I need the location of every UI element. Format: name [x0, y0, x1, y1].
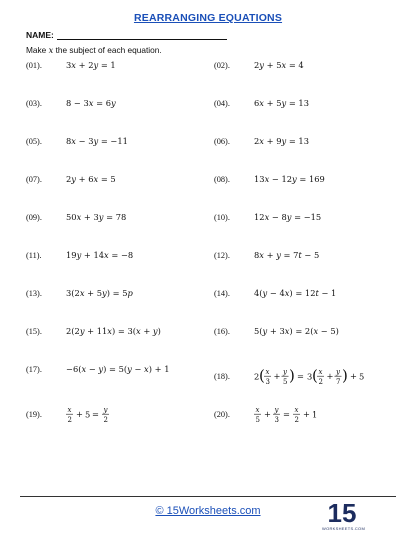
problem-number: (18).	[214, 371, 230, 381]
problem-09	[26, 212, 126, 222]
problem-row	[26, 136, 396, 174]
problem-07	[26, 174, 116, 184]
eq18-plus: +	[273, 371, 281, 381]
footer-link[interactable]: © 15Worksheets.com	[155, 505, 261, 517]
problem-16	[214, 326, 339, 336]
eq18-den-3: 3	[265, 378, 270, 386]
problem-number: (05).	[26, 136, 42, 146]
problem-number: (16).	[214, 326, 230, 336]
eq19-den-2: 2	[103, 416, 108, 424]
eq18-num-x: x	[265, 368, 270, 376]
problem-11	[26, 250, 133, 260]
name-field-row	[26, 30, 227, 40]
site-logo	[322, 498, 366, 534]
footer-divider	[20, 496, 396, 497]
problem-06	[214, 136, 309, 146]
problem-12	[214, 250, 319, 260]
eq19-den-2: 2	[67, 416, 72, 424]
problem-number: (01).	[26, 60, 42, 70]
instructions-prefix: Make	[26, 45, 49, 55]
problem-row	[26, 250, 396, 288]
problem-number: (20).	[214, 409, 230, 419]
problem-01	[26, 60, 116, 70]
eq18-rparen-2: )	[342, 366, 348, 385]
eq19-plus: +	[76, 409, 83, 419]
eq18-num-x: x	[318, 368, 323, 376]
eq18-den-2: 2	[318, 378, 323, 386]
eq19-equals: =	[92, 409, 99, 419]
problem-20	[214, 402, 354, 426]
problem-row	[26, 364, 396, 402]
eq18-equals: =	[297, 371, 304, 381]
eq20-den-5: 5	[255, 416, 260, 424]
problem-18	[214, 364, 404, 388]
eq20-num-x: x	[294, 406, 299, 414]
problem-14	[214, 288, 336, 298]
name-label: NAME:	[26, 30, 54, 40]
problem-number: (13).	[26, 288, 42, 298]
logo-number: 15	[327, 498, 357, 528]
problem-equation: −6(x − y) = 5(y − x) + 1	[66, 364, 170, 374]
problem-equation: 2(2y + 11x) = 3(x + y)	[66, 326, 161, 336]
problem-number: (15).	[26, 326, 42, 336]
problem-15	[26, 326, 161, 336]
eq20-num-y: y	[274, 406, 279, 414]
problem-04	[214, 98, 309, 108]
problem-number: (10).	[214, 212, 230, 222]
problem-equation: 8x − 3y = −11	[66, 136, 128, 146]
problem-08	[214, 174, 325, 184]
problem-row	[26, 212, 396, 250]
eq20-den-3: 3	[274, 416, 279, 424]
eq18-num-y: y	[283, 368, 287, 376]
eq20-num-x: x	[255, 406, 260, 414]
eq18-coef-2: 2	[254, 371, 260, 382]
problem-19	[26, 402, 146, 426]
problem-number: (12).	[214, 250, 230, 260]
problem-13	[26, 288, 133, 298]
problem-number: (09).	[26, 212, 42, 222]
eq20-plus: +	[264, 409, 271, 419]
eq18-rparen-1: )	[289, 366, 295, 385]
problem-equation: 4(y − 4x) = 12t − 1	[254, 288, 337, 298]
problem-equation: 8 − 3x = 6y	[66, 98, 116, 108]
logo-text: WORKSHEETS.COM	[322, 526, 366, 531]
eq20-equals: =	[283, 409, 290, 419]
problem-number: (03).	[26, 98, 42, 108]
problem-05	[26, 136, 128, 146]
eq20-plus: +	[303, 409, 310, 419]
eq19-const-5: 5	[85, 409, 91, 420]
eq20-den-2: 2	[294, 416, 299, 424]
problem-equation: 2y + 6x = 5	[66, 174, 116, 184]
problem-grid	[26, 60, 396, 440]
eq18-num-y: y	[336, 368, 340, 376]
eq18-lparen-1: (	[259, 366, 265, 385]
problem-row	[26, 98, 396, 136]
problem-equation: 5(y + 3x) = 2(x − 5)	[254, 326, 339, 336]
name-line[interactable]	[57, 31, 227, 40]
problem-equation: 3(2x + 5y) = 5p	[66, 288, 133, 298]
eq18-den-7: 7	[336, 378, 341, 386]
problem-number: (11).	[26, 250, 42, 260]
problem-number: (04).	[214, 98, 230, 108]
page-title: REARRANGING EQUATIONS	[133, 12, 283, 24]
problem-number: (19).	[26, 409, 42, 419]
problem-10	[214, 212, 321, 222]
problem-equation: 12x − 8y = −15	[254, 212, 322, 222]
problem-number: (08).	[214, 174, 230, 184]
problem-equation: 6x + 5y = 13	[254, 98, 309, 108]
eq18-plus: +	[350, 371, 357, 381]
problem-number: (06).	[214, 136, 230, 146]
problem-equation: 8x + y = 7t − 5	[254, 250, 320, 260]
problem-03	[26, 98, 116, 108]
equation-18-svg	[254, 364, 404, 388]
instructions-suffix: the subject of each equation.	[53, 45, 162, 55]
instructions-variable: x	[48, 45, 54, 55]
eq18-plus: +	[326, 371, 334, 381]
problem-02	[214, 60, 304, 70]
problem-equation: 2y + 5x = 4	[254, 60, 304, 70]
eq18-lparen-2: (	[312, 366, 318, 385]
problem-row	[26, 288, 396, 326]
problem-equation: 13x − 12y = 169	[254, 174, 325, 184]
eq18-den-5: 5	[283, 378, 288, 386]
eq19-num-y: y	[103, 406, 108, 414]
problem-row	[26, 174, 396, 212]
problem-row	[26, 60, 396, 98]
problem-number: (17).	[26, 364, 42, 374]
problem-equation: 19y + 14x = −8	[66, 250, 134, 260]
eq19-num-x: x	[67, 406, 72, 414]
problem-equation: 3x + 2y = 1	[66, 60, 116, 70]
problem-equation: 50x + 3y = 78	[66, 212, 127, 222]
equation-19-svg	[66, 402, 146, 426]
problem-number: (07).	[26, 174, 42, 184]
problem-17	[26, 364, 169, 374]
instructions	[26, 45, 162, 55]
eq18-const-5: 5	[359, 371, 365, 382]
problem-row	[26, 402, 396, 440]
eq20-const-1: 1	[312, 409, 318, 420]
eq18-coef-3: 3	[307, 371, 313, 382]
problem-row	[26, 326, 396, 364]
problem-equation: 2x + 9y = 13	[254, 136, 309, 146]
equation-20-svg	[254, 402, 354, 426]
problem-number: (14).	[214, 288, 230, 298]
problem-number: (02).	[214, 60, 230, 70]
